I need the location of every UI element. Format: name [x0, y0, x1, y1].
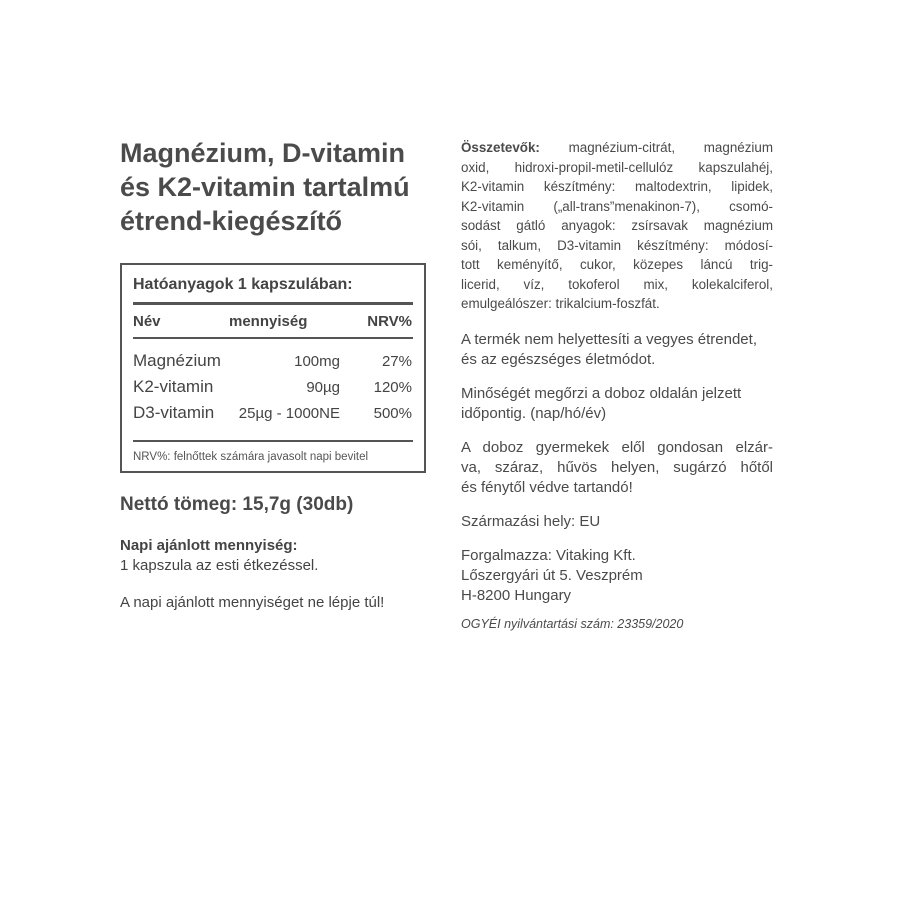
- column-header-amount: mennyiség: [229, 313, 308, 330]
- cell-amount: 90µg: [306, 379, 340, 396]
- text-line: Minőségét megőrzi a doboz oldalán jelzett: [461, 384, 742, 402]
- text-line: és az egészséges életmódot.: [461, 350, 656, 368]
- table-heading: Hatóanyagok 1 kapszulában:: [133, 276, 353, 293]
- text-line: sói, talkum, D3-vitamin készítmény: módosí-: [461, 237, 773, 253]
- best-before-notice: [461, 384, 773, 424]
- text-line: Lőszergyári út 5. Veszprém: [461, 566, 643, 584]
- origin: Származási hely: EU: [461, 512, 601, 530]
- diet-notice: [461, 330, 773, 370]
- title-line: Magnézium, D-vitamin: [120, 138, 406, 168]
- text-line: emulgeálószer: trikalcium-foszfát.: [461, 296, 660, 311]
- left-column: [120, 136, 432, 611]
- text-line: időpontig. (nap/hó/év): [461, 404, 607, 422]
- title-line: és K2-vitamin tartalmú: [120, 172, 410, 202]
- text-line: H-8200 Hungary: [461, 586, 572, 604]
- text-line: oxid, hidroxi-propil-metil-cellulóz kapszulahéj,: [461, 159, 773, 175]
- active-ingredients-table: [120, 263, 426, 473]
- daily-dose-label: Napi ajánlott mennyiség:: [120, 537, 298, 554]
- text-span: magnézium-citrát, magnézium: [539, 140, 773, 155]
- divider: [133, 337, 413, 339]
- table-row: [122, 351, 424, 375]
- cell-name: Magnézium: [133, 351, 221, 370]
- cell-amount: 25µg - 1000NE: [238, 405, 340, 422]
- text-line: és fénytől védve tartandó!: [461, 478, 633, 496]
- text-line: [461, 138, 773, 158]
- dose-warning: A napi ajánlott mennyiséget ne lépje túl!: [120, 594, 385, 611]
- text-line: K2-vitamin („all-trans”menakinon-7), csomó-: [461, 198, 773, 214]
- text-line: A doboz gyermekek elől gondosan elzár-: [461, 438, 773, 456]
- ingredients-paragraph: [461, 138, 773, 314]
- divider: [133, 302, 413, 305]
- divider: [133, 440, 413, 442]
- registration-number: OGYÉI nyilvántartási szám: 23359/2020: [461, 616, 684, 631]
- table-row: [122, 377, 424, 401]
- text-line: sodást gátló anyagok: zsírsavak magnézium: [461, 218, 773, 233]
- product-title: [120, 136, 432, 238]
- text-line: licerid, víz, tokoferol mix, kolekalciferol,: [461, 276, 773, 292]
- cell-nrv: 27%: [381, 353, 412, 370]
- distributor: [461, 546, 773, 606]
- text-line: A termék nem helyettesíti a vegyes étrendet,: [461, 330, 757, 348]
- cell-nrv: 120%: [373, 379, 412, 396]
- text-line: va, száraz, hűvös helyen, sugárzó hőtől: [461, 458, 773, 476]
- ingredients-label: Összetevők:: [461, 140, 540, 155]
- storage-notice: [461, 438, 773, 498]
- text-line: Forgalmazza: Vitaking Kft.: [461, 546, 636, 564]
- text-line: tott keményítő, cukor, közepes láncú trig-: [461, 257, 773, 272]
- daily-dose-text: 1 kapszula az esti étkezéssel.: [120, 557, 319, 574]
- table-footnote: NRV%: felnőttek számára javasolt napi bevitel: [133, 451, 369, 463]
- column-header-nrv: NRV%: [367, 313, 412, 330]
- table-row: [122, 403, 424, 427]
- text-line: K2-vitamin készítmény: maltodextrin, lipidek,: [461, 179, 773, 194]
- net-weight: Nettó tömeg: 15,7g (30db): [120, 494, 354, 515]
- right-column: [461, 138, 773, 648]
- cell-nrv: 500%: [373, 405, 412, 422]
- title-line: étrend-kiegészítő: [120, 206, 343, 236]
- column-header-name: Név: [133, 313, 161, 330]
- cell-name: K2-vitamin: [133, 377, 214, 396]
- cell-amount: 100mg: [294, 353, 340, 370]
- cell-name: D3-vitamin: [133, 403, 215, 422]
